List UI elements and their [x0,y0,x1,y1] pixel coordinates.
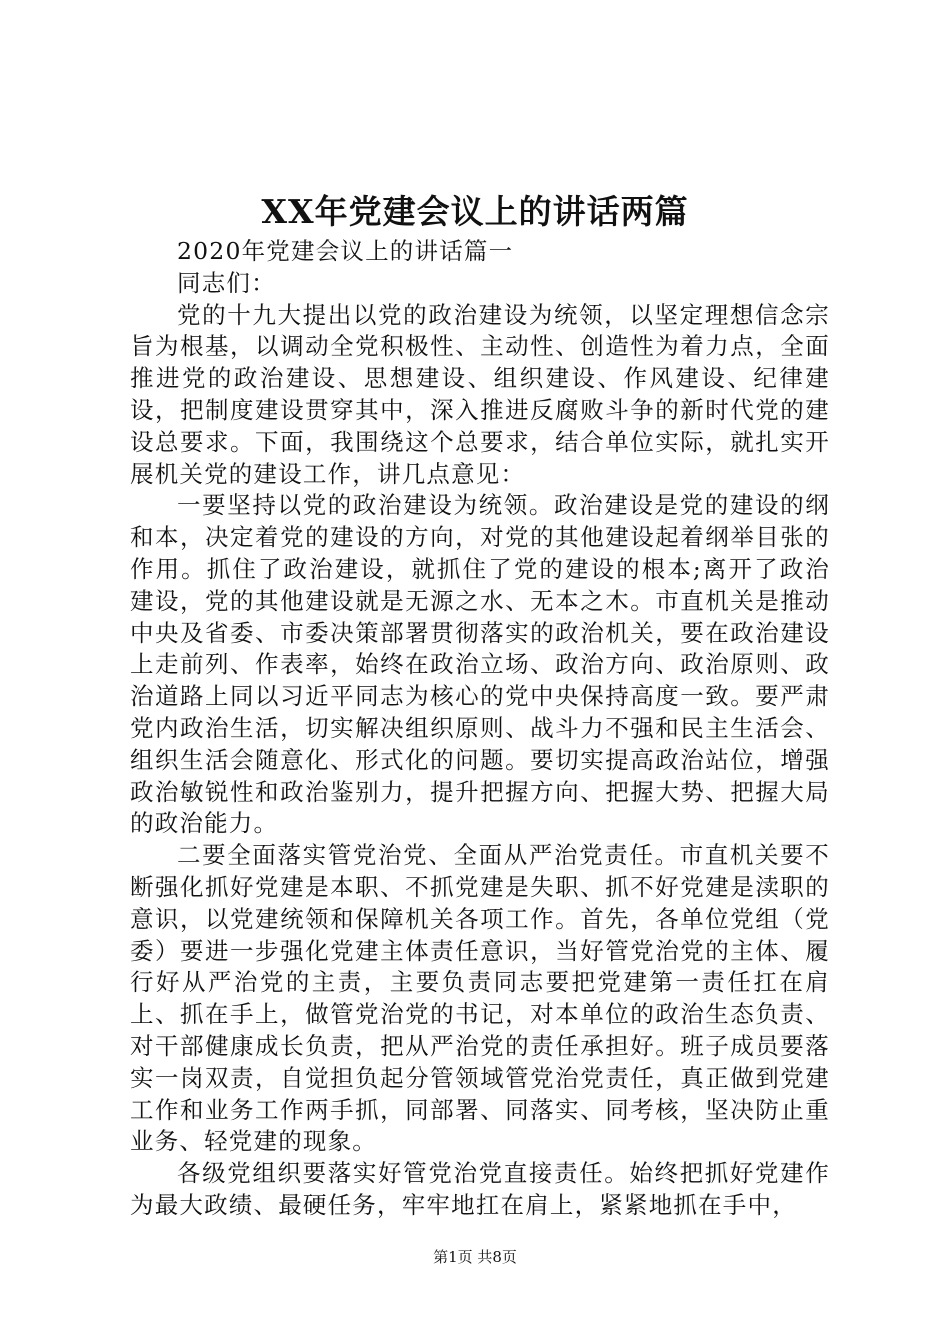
salutation: 同志们： [177,268,276,297]
document-subtitle: 2020年党建会议上的讲话篇一 [177,237,514,265]
document-body [130,236,830,1222]
paragraph: 党的十九大提出以党的政治建设为统领，以坚定理想信念宗旨为根基，以调动全党积极性、主动性、创造性为着力点，全面推进党的政治建设、思想建设、组织建设、作风建设、纪律建设，把制度建设贯穿其中，深入推进反腐败斗争的新时代党的建设总要求。下面，我围绕这个总要求，结合单位实际，就扎实开展机关党的建设工作，讲几点意见： [130,300,830,488]
document-title: XX年党建会议上的讲话两篇 [261,192,689,231]
paragraph: 一要坚持以党的政治建设为统领。政治建设是党的建设的纲和本，决定着党的建设的方向，对党的其他建设起着纲举目张的作用。抓住了政治建设，就抓住了党的建设的根本;离开了政治建设，党的其他建设就是无源之水、无本之木。市直机关是推动中央及省委、市委决策部署贯彻落实的政治机关，要在政治建设上走前列、作表率，始终在政治立场、政治方向、政治原则、政治道路上同以习近平同志为核心的党中央保持高度一致。要严肃党内政治生活，切实解决组织原则、战斗力不强和民主生活会、组织生活会随意化、形式化的问题。要切实提高政治站位，增强政治敏锐性和政治鉴别力，提升把握方向、把握大势、把握大局的政治能力。 [130,491,830,838]
paragraph: 二要全面落实管党治党、全面从严治党责任。市直机关要不断强化抓好党建是本职、不抓党建是失职、抓不好党建是渎职的意识，以党建统领和保障机关各项工作。首先，各单位党组（党委）要进一步强化党建主体责任意识，当好管党治党的主体、履行好从严治党的主责，主要负责同志要把党建第一责任扛在肩上、抓在手上，做管党治党的书记，对本单位的政治生态负责、对干部健康成长负责，把从严治党的责任承担好。班子成员要落实一岗双责，自觉担负起分管领域管党治党责任，真正做到党建工作和业务工作两手抓，同部署、同落实、同考核，坚决防止重业务、轻党建的现象。 [130,841,830,1156]
page-number-footer: 第1页 共8页 [433,1248,517,1266]
paragraph: 各级党组织要落实好管党治党直接责任。始终把抓好党建作为最大政绩、最硬任务，牢牢地扛在肩上，紧紧地抓在手中， [130,1159,830,1219]
